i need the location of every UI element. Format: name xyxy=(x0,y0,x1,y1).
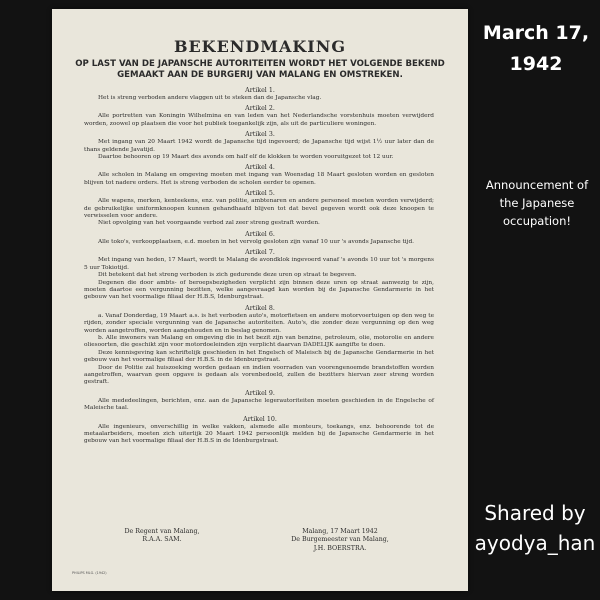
article-paragraph: Niet opvolging van het voorgaande verbod zal zeer streng gestraft worden. xyxy=(98,220,320,227)
signature-name: R.A.A. SAM. xyxy=(142,536,182,544)
article-paragraph: Deze kennisgeving kan schriftelijk geschieden in het Engelsch of Maleisch bij de Japansche Gendarmerie in het gebouw van het voormalige filiaal der H.B.S. in de Idenburgstraat. xyxy=(84,349,434,364)
signature-regent xyxy=(92,528,232,545)
article-heading: Artikel 2. xyxy=(245,105,275,113)
announcement-caption: Announcement of the Japanese occupation! xyxy=(485,178,589,228)
article-heading: Artikel 4. xyxy=(245,164,275,172)
article-paragraph: Daartoe behooren op 19 Maart des avonds om half elf de klokken te worden vooruitgezet tot 12 uur. xyxy=(98,154,394,161)
article-heading: Artikel 6. xyxy=(245,230,275,238)
article-paragraph: Dit betekent dat het streng verboden is zich gedurende deze uren op straat te begeven. xyxy=(98,272,357,279)
articles-list xyxy=(52,87,468,446)
proclamation-document xyxy=(52,9,468,591)
signature-name: J.H. BOERSTRA. xyxy=(313,544,367,552)
article-heading: Artikel 10. xyxy=(243,415,277,423)
article-heading: Artikel 7. xyxy=(245,249,275,257)
signature-date: Malang, 17 Maart 1942 xyxy=(302,528,378,535)
article-paragraph: Alle scholen in Malang en omgeving moeten met ingang van Woensdag 18 Maart gesloten worden en gesloten blijven tot nadere orders. Het is streng verboden de scholen eerder te openen. xyxy=(84,172,434,186)
article-paragraph: b. Alle inwoners van Malang en omgeving die in het bezit zijn van benzine, petroleum, olie, motorolie en andere oliesoorten, die geschikt zijn voor motordoeleinden zijn verplicht daarvan DADELIJK aangifte te doen. xyxy=(84,334,434,349)
article-paragraph: Het is streng verboden andere vlaggen uit te steken dan de Japansche vlag. xyxy=(98,95,322,101)
article-heading: Artikel 5. xyxy=(245,190,275,198)
article-paragraph: Alle wapens, merken, kenteekens, enz. van politie, ambtenaren en andere personeel moeten worden verwijderd; de gebruikelijke uniformknoopen kunnen gehandhaafd blijven tot dat bevel gegeven wordt ook deze knoopen te verwisselen voor andere. xyxy=(84,198,434,220)
article-heading: Artikel 8. xyxy=(245,304,275,312)
signature-mayor xyxy=(260,528,420,553)
signature-line: De Burgemeester van Malang, xyxy=(291,536,389,544)
date-caption: March 17, 1942 xyxy=(482,22,590,75)
article-heading: Artikel 1. xyxy=(245,87,275,94)
article-paragraph: Alle ingenieurs, onverschillig in welke vakken, alsmede alle monteurs, toekangs, enz. behoorende tot de metaalarbeiders, moeten zich uiterlijk 20 Maart 1942 persoonlijk melden bij de Japansche Gendarmerie in het gebouw van het voormalige filiaal der H.B.S in de Idenburgstraat. xyxy=(84,423,434,445)
article-heading: Artikel 9. xyxy=(245,389,275,397)
article-paragraph: Met ingang van 20 Maart 1942 wordt de Japansche tijd ingevoerd; de Japansche tijd wijst 1½ uur later dan de thans geldende Javatijd. xyxy=(84,139,434,153)
article-paragraph: Alle mededeelingen, berichten, enz. aan de Japansche legerautoriteiten moeten geschieden in de Engelsche of Maleische taal. xyxy=(84,397,434,412)
article-paragraph: a. Vanaf Donderdag, 19 Maart a.s. is het verboden auto's, motorfietsen en andere motorvoertuigen op den weg te rijden, zonder speciale vergunning van de Japansche autoriteiten. Auto's, die zonder deze vergunning op den weg worden aangetroffen, worden aangehouden en in beslag genomen. xyxy=(84,312,434,334)
credit-caption: Shared by ayodya_han xyxy=(474,501,596,555)
printer-mark: PHILIPS MLG. (1942) xyxy=(72,571,107,575)
signature-line: De Regent van Malang, xyxy=(124,528,200,535)
document-title: BEKENDMAKING xyxy=(173,37,347,56)
document-subtitle: OP LAST VAN DE JAPANSCHE AUTORITEITEN WORDT HET VOLGENDE BEKEND GEMAAKT AAN DE BURGERIJ VAN MALANG EN OMSTREKEN. xyxy=(75,59,445,80)
article-paragraph: Door de Politie zal huiszoeking worden gedaan en indien voorraden van voorengenoemde brandstoffen worden aangetroffen, waarvan geen opgave is gedaan als vorenbedoeld, zullen de bezitters hiervan zeer streng worden gestraft. xyxy=(84,364,434,386)
article-heading: Artikel 3. xyxy=(245,131,275,139)
article-paragraph: Alle portretten van Koningin Wilhelmina en van leden van het Nederlandsche vorstenhuis moeten verwijderd worden, zoowel op plaatsen die voor het publiek toegankelijk zijn, als uit de particuliere woningen. xyxy=(84,113,434,127)
article-paragraph: Met ingang van heden, 17 Maart, wordt te Malang de avondklok ingevoerd vanaf 's avonds 10 uur tot 's morgens 5 uur Tokiotijd. xyxy=(84,257,434,271)
article-paragraph: Degenen die door ambts- of beroepsbezigheden verplicht zijn binnen deze uren op straat aanwezig te zijn, moeten daartoe een vergunning bezitten, welke aangevraagd kan worden bij de Japansche Gendarmerie in het gebouw van het voormalige filiaal der H.B.S, Idenburgstraat. xyxy=(84,279,434,301)
article-paragraph: Alle toko's, verkoopplaatsen, e.d. moeten in het vervolg gesloten zijn vanaf 10 uur 's avonds Japansche tijd. xyxy=(98,238,415,245)
